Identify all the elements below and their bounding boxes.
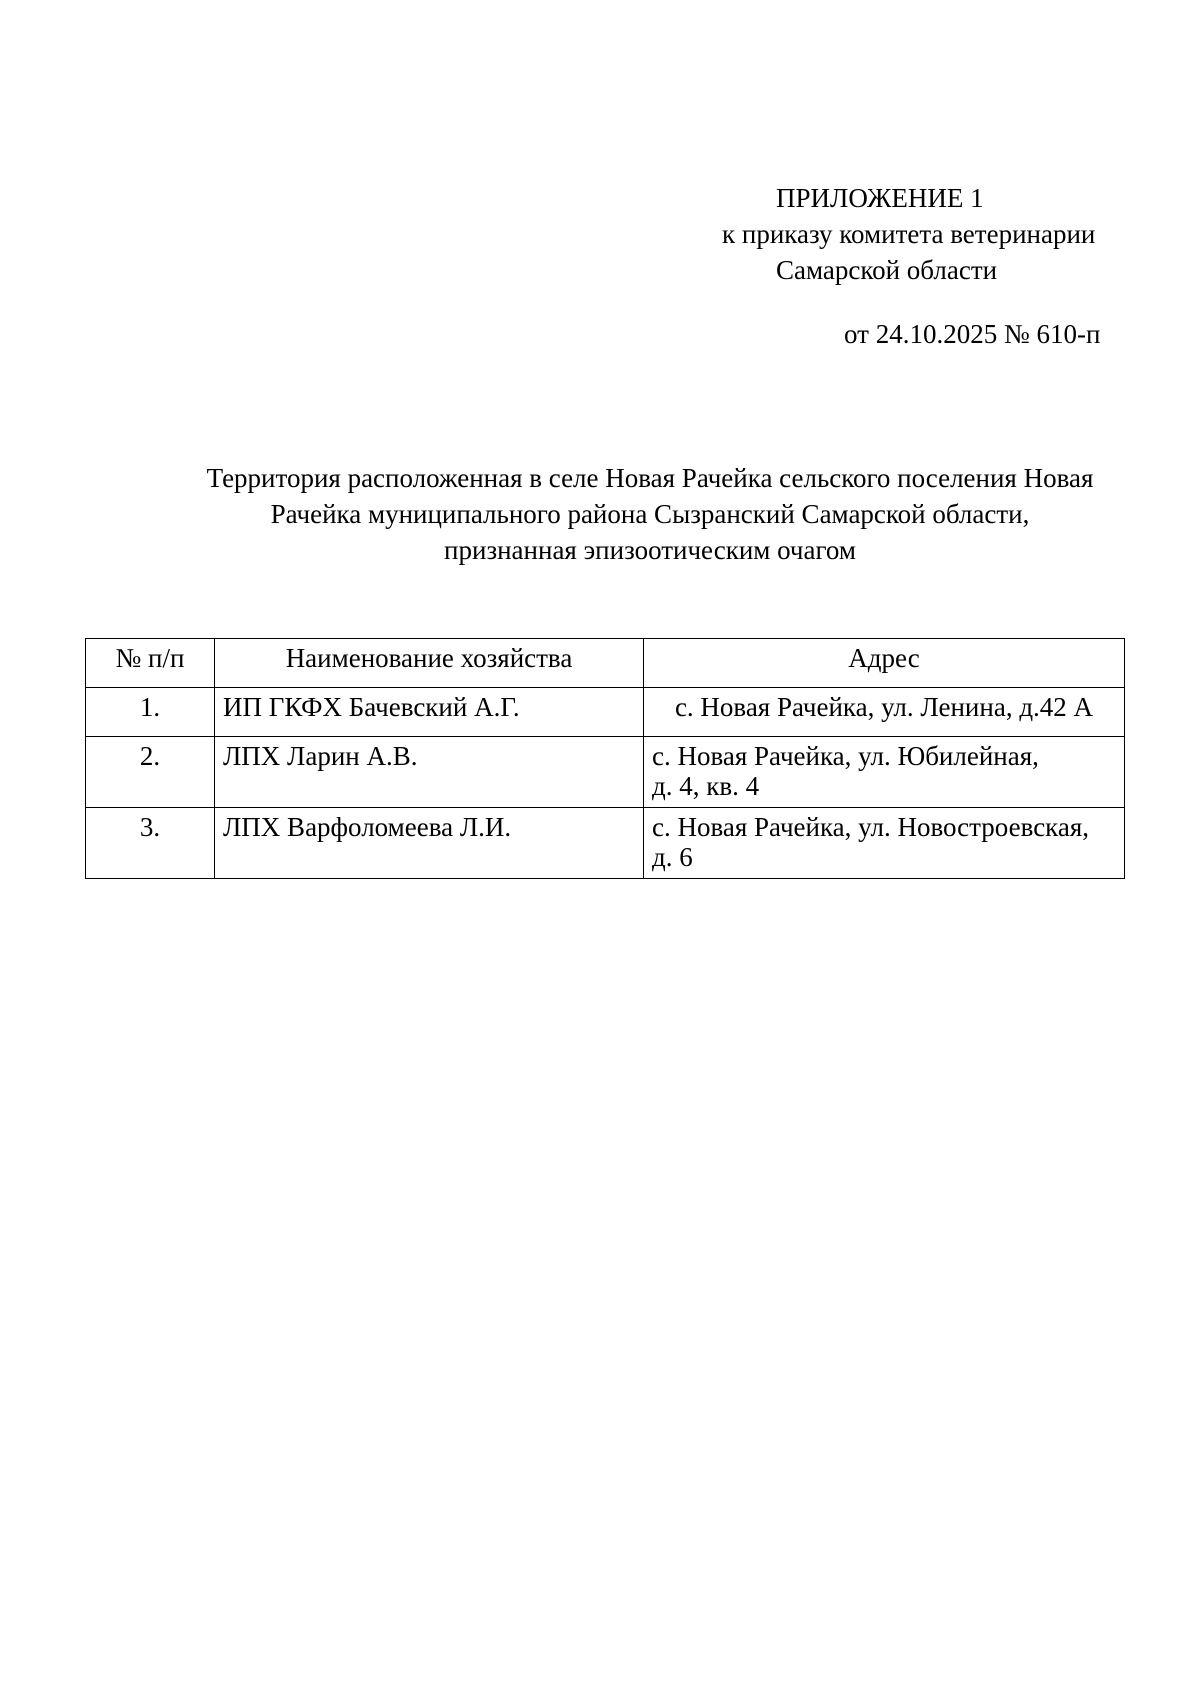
appendix-order-number: от 24.10.2025 № 610-п [844,319,1101,349]
appendix-header [690,180,1130,352]
farm-address-line-2: д. 4, кв. 4 [652,771,760,801]
table-row [86,688,1125,737]
header-farm-name: Наименование хозяйства [215,639,644,688]
appendix-title: ПРИЛОЖЕНИЕ 1 [776,183,984,213]
document-title-line-1: Территория расположенная в селе Новая Рачейка сельского поселения Новая [206,463,1094,493]
farm-name: ЛПХ Ларин А.В. [215,737,644,808]
appendix-order-reference: к приказу комитета ветеринарии [722,219,1096,249]
farm-address-line-1: с. Новая Рачейка, ул. Ленина, д.42 А [674,692,1094,722]
document-title-line-3: признанная эпизоотическим очагом [444,535,856,565]
farm-address-line-2: д. 6 [652,842,693,872]
document-title [170,460,1130,568]
farms-table [85,638,1125,879]
table-row [86,808,1125,879]
farm-address [644,737,1125,808]
row-number: 2. [86,737,215,808]
header-number: № п/п [86,639,215,688]
row-number: 1. [86,688,215,737]
table-row [86,737,1125,808]
header-address: Адрес [644,639,1125,688]
appendix-region: Самарской области [776,255,998,285]
farm-address [644,688,1125,737]
farm-address-line-1: с. Новая Рачейка, ул. Новостроевская, [652,812,1090,842]
farm-address [644,808,1125,879]
document-title-line-2: Рачейка муниципального района Сызранский Самарской области, [270,499,1030,529]
farm-name: ИП ГКФХ Бачевский А.Г. [215,688,644,737]
farm-address-line-1: с. Новая Рачейка, ул. Юбилейная, [652,741,1039,771]
farm-name: ЛПХ Варфоломеева Л.И. [215,808,644,879]
table-header-row [86,639,1125,688]
row-number: 3. [86,808,215,879]
